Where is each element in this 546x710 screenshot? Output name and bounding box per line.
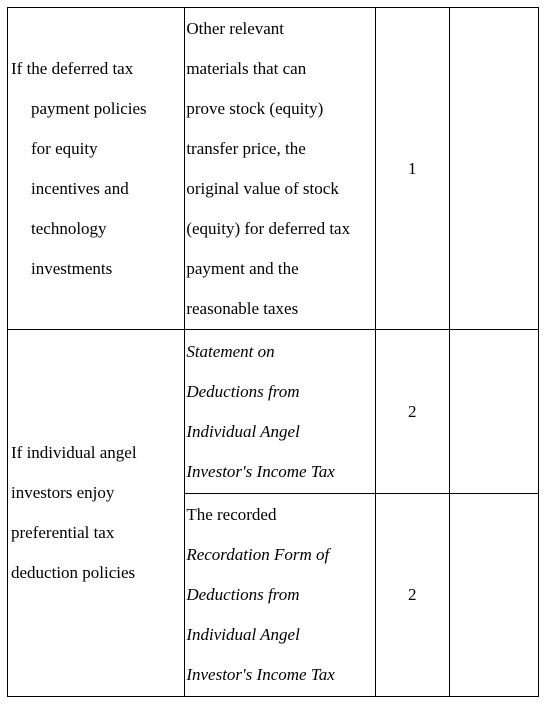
material-cell (185, 8, 375, 330)
material-line: payment and the (186, 258, 299, 278)
condition-line: If individual angel (11, 443, 137, 463)
material-line: prove stock (equity) (186, 98, 324, 118)
condition-line: payment policies (31, 98, 147, 118)
copies-cell: 2 (375, 330, 449, 493)
material-line: Other relevant (186, 18, 285, 38)
condition-line: If the deferred tax (11, 58, 134, 78)
table-row (8, 330, 539, 493)
materials-table (7, 7, 539, 697)
copies-cell: 1 (375, 8, 449, 330)
material-line: (equity) for deferred tax (186, 218, 351, 238)
material-line: Investor's Income Tax (186, 664, 335, 684)
remark-cell (449, 8, 538, 330)
condition-line: technology (31, 218, 107, 238)
material-line: Deductions from (186, 381, 300, 401)
material-line: Investor's Income Tax (186, 461, 335, 481)
material-line: transfer price, the (186, 138, 306, 158)
condition-line: investments (31, 258, 113, 278)
condition-line: incentives and (31, 178, 129, 198)
remark-cell (449, 493, 538, 696)
copies-cell: 2 (375, 493, 449, 696)
material-line: reasonable taxes (186, 298, 299, 318)
table-row (8, 8, 539, 330)
material-cell (185, 330, 375, 493)
condition-line: preferential tax (11, 523, 115, 543)
material-line: The recorded (186, 504, 277, 524)
condition-line: deduction policies (11, 563, 136, 583)
condition-cell (8, 330, 185, 697)
material-line: Individual Angel (186, 421, 300, 441)
material-line: Deductions from (186, 584, 300, 604)
material-line: original value of stock (186, 178, 339, 198)
material-line: Recordation Form of (186, 544, 330, 564)
material-line: materials that can (186, 58, 307, 78)
remark-cell (449, 330, 538, 493)
condition-cell (8, 8, 185, 330)
condition-line: investors enjoy (11, 483, 115, 503)
material-cell (185, 493, 375, 696)
material-line: Individual Angel (186, 624, 300, 644)
condition-line: for equity (31, 138, 98, 158)
material-line: Statement on (186, 341, 275, 361)
